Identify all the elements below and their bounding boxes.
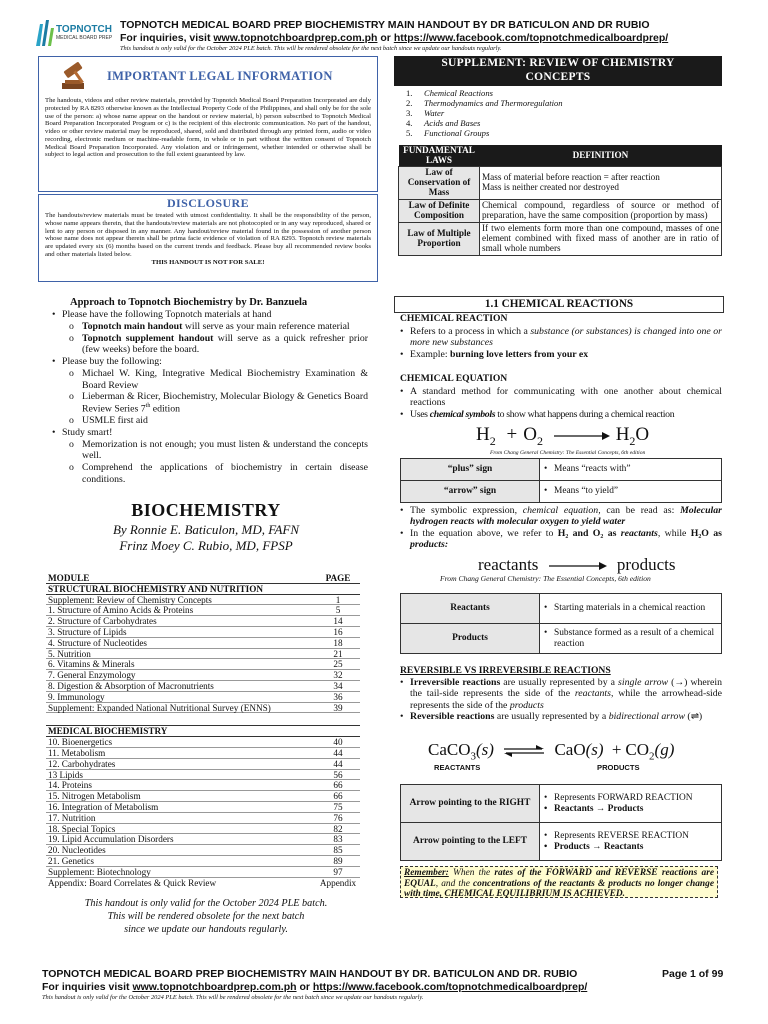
reversible-list: [400, 677, 722, 722]
disclosure-text: The handouts/review materials must be treated with utmost confidentiality. It shall be the responsibility of the person, whose name appears therein, that the handouts/review materials are not photocopied or in any way reproduced, shared or lent to any person or disposed in any manner. Any handout/review material found in the possession of another person whose name does not appear therein shall be prima facie evidence of violation of RA 8293. Topnotch review materials are updated every six (6) months based on the current trends and feedback. Please buy all recommended review books and other materials listed below.: [45, 212, 371, 258]
authors: [0, 522, 412, 553]
e2-pre: Uses: [410, 408, 430, 420]
toc-row: [46, 649, 360, 660]
s1-pre: The symbolic expression,: [410, 505, 523, 516]
arrow-meaning-2: • Products → Reactants: [544, 842, 717, 853]
v2-post: (⇌): [684, 710, 703, 722]
author-1: By Ronnie E. Baticulon, MD, FAFN: [112, 522, 300, 537]
yield-arrow-icon: [547, 560, 609, 572]
footer-validity-note: This handout is only valid for the October 2024 PLE batch. This will be rendered obsolete for the next batch since we update our handouts regularly.: [42, 994, 424, 1001]
header-site-link[interactable]: www.topnotchboardprep.com.ph: [213, 32, 378, 44]
footer-inquiry-prefix: For inquiries visit: [42, 981, 133, 993]
logo-subtext: MEDICAL BOARD PREP: [56, 35, 113, 41]
approach-title: Approach to Topnotch Biochemistry by Dr. Banzuela: [70, 297, 308, 308]
toc-row: [46, 605, 360, 616]
v1-it3: products: [509, 699, 544, 711]
logo-text: TOPNOTCH: [56, 24, 112, 35]
remember-box: [400, 866, 718, 898]
list-text: Chemical Reactions: [424, 88, 493, 98]
toc-page: 39: [333, 702, 343, 713]
row-meaning: [540, 624, 722, 654]
remember-1: When the: [448, 868, 495, 878]
list-item: [400, 711, 722, 722]
eq2-left: reactants: [478, 555, 539, 574]
approach-b3a: Memorization is not enough; you must listen & understand the concepts well.: [82, 438, 368, 462]
list-item: [406, 108, 563, 118]
chemical-reaction-list: [400, 326, 722, 360]
toc-header: [46, 573, 360, 584]
eq3-r1: CaO: [554, 740, 586, 759]
footer-facebook-link[interactable]: https://www.facebook.com/topnotchmedicalboardprep/: [312, 981, 588, 993]
toc-module: 16. Integration of Metabolism: [48, 801, 159, 812]
equation-calcium-carbonate: [428, 740, 674, 763]
approach-list: [52, 309, 368, 486]
toc-module: 6. Vitamins & Minerals: [48, 659, 135, 670]
approach-b2b-post: edition: [150, 403, 181, 415]
equation-reactants-products: [478, 555, 675, 575]
toc-page: 66: [333, 791, 343, 802]
signs-table: [400, 458, 722, 503]
v1-it2: reactants: [574, 688, 611, 700]
toc-row: [46, 703, 360, 714]
toc-section-1: [46, 584, 360, 595]
reactants-products-table: [400, 593, 722, 654]
list-item: [406, 118, 563, 128]
arrow-meaning: [540, 785, 722, 823]
source-citation-1: From Chang General Chemistry: The Essential Concepts, 6th edition: [490, 450, 646, 456]
header-inquiry: [120, 32, 668, 44]
label-reactants: REACTANTS: [434, 763, 481, 772]
toc-module: 17. Nutrition: [48, 812, 96, 823]
table-row: [399, 167, 722, 200]
v1-mid: are usually represented by a: [500, 677, 619, 688]
approach-b1a-rest: will serve as your main reference material: [182, 320, 350, 332]
v2-it: bidirectional arrow: [608, 710, 685, 722]
header-inquiry-prefix: For inquiries, visit: [120, 32, 214, 44]
author-2: Frinz Moey C. Rubio, MD, FPSP: [119, 537, 293, 553]
toc-row: [46, 616, 360, 627]
toc-row: [46, 856, 360, 867]
law-definition-1: If two elements form more than one compound, masses of one element combined with fixed mass of another are in ratio of small whole numbers: [482, 223, 719, 253]
toc-page: 85: [333, 845, 343, 856]
table-row: [401, 594, 722, 624]
e1: A standard method for communicating with one another about chemical reactions: [410, 386, 722, 409]
header-validity-note: This handout is only valid for the October 2024 PLE batch. This will be rendered obsolete for the next batch since we update our handouts regularly.: [120, 45, 502, 52]
list-item: [62, 321, 368, 333]
toc-row: [46, 791, 360, 802]
toc-page: 66: [333, 780, 343, 791]
eq2-right: products: [616, 555, 676, 574]
toc-row: [46, 770, 360, 781]
legal-body: The handouts, videos and other review materials, provided by Topnotch Medical Board Preparation Incorporated are duly protected by RA 8293 otherwise known as the Intellectual Property Code of the Philippines, and shall only be for the sole use of the person: a) whose name appear on the handout or review material, b) person subscribed to Topnotch Medical Board Preparation Incorporated Program or c) is the recipient of this electronic communication. No part of the handout, video or other review material may be reproduced, shared, sold and distributed through any printed form, audio or video recording, electronic medium or machine-readable form, in whole or in part without the written consent of Topnotch Medical Board Preparation Incorporated. Any violation and or infringement, whether intended or otherwise shall be subject to legal action and prosecution to the full extent guaranteed by law.: [45, 97, 371, 159]
toc-row: [46, 878, 360, 888]
arrow-direction: Arrow pointing to the RIGHT: [401, 785, 540, 823]
toc-row: [46, 802, 360, 813]
list-item: [52, 356, 368, 427]
approach-b1b-bold: Topnotch supplement handout: [82, 332, 214, 344]
row-meaning: [540, 594, 722, 624]
row-label: Reactants: [401, 594, 540, 624]
list-item: [62, 333, 368, 357]
eq1-prod-o: O: [635, 424, 650, 445]
table-row: [399, 200, 722, 223]
v1-it1: single arrow: [618, 677, 669, 688]
toc-row: [46, 748, 360, 759]
yield-arrow-icon: [552, 430, 612, 442]
list-item: [62, 415, 368, 427]
toc-module: Supplement: Expanded National Nutritional Survey (ENNS): [48, 702, 271, 713]
table-row: [399, 223, 722, 256]
law-definition: [480, 200, 722, 223]
toc-page: 44: [333, 758, 343, 769]
equilibrium-arrow-icon: [502, 745, 546, 757]
laws-col-law: FUNDAMENTAL LAWS: [399, 145, 480, 167]
eq3-left-sub: 3: [470, 750, 476, 763]
toc-module: 4. Structure of Nucleotides: [48, 637, 147, 648]
toc-page: 44: [333, 747, 343, 758]
row-meaning: [540, 481, 722, 503]
remember-2: , and the: [435, 878, 473, 889]
label-products: PRODUCTS: [597, 763, 640, 772]
toc-module: 1. Structure of Amino Acids & Proteins: [48, 605, 194, 616]
arrow-direction-table: [400, 784, 722, 861]
remember-b1: rates of the FORWARD and REVERSE reactions are EQUAL: [404, 868, 714, 889]
header-or: or: [377, 32, 394, 44]
r1-italic: substance (or substances) is changed into one or more new substances: [410, 326, 722, 349]
supplement-topic-list: [406, 88, 563, 138]
obsolete-note: [0, 898, 412, 936]
s2-bi2: products:: [410, 538, 449, 550]
v1-mid2: (→) wherein the tail-side represents the side of the: [410, 677, 722, 700]
toc-module: 13 Lipids: [48, 769, 83, 780]
toc-page: 75: [333, 801, 343, 812]
footer-site-link[interactable]: www.topnotchboardprep.com.ph: [132, 981, 297, 993]
list-item: [400, 349, 722, 360]
list-item: [406, 98, 563, 108]
r2-bold: burning love letters from your ex: [450, 348, 589, 360]
footer-inquiry: [42, 981, 587, 993]
toc-module: 8. Digestion & Absorption of Macronutrients: [48, 680, 214, 691]
toc-module: Supplement: Biotechnology: [48, 866, 151, 877]
e2-italic: chemical symbols: [429, 408, 496, 420]
approach-b1: Please have the following Topnotch materials at hand: [62, 309, 272, 320]
toc-row: [46, 834, 360, 845]
supplement-title-line-1: SUPPLEMENT: REVIEW OF CHEMISTRY: [441, 57, 675, 69]
toc-page: 40: [333, 737, 343, 748]
equation-hydrogen-oxygen: [476, 424, 649, 449]
eq3-r2-sub: 2: [649, 750, 655, 763]
source-citation-2: From Chang General Chemistry: The Essential Concepts, 6th edition: [440, 574, 651, 583]
toc-module: 11. Metabolism: [48, 747, 106, 758]
toc-page: 14: [333, 616, 343, 627]
toc-row: [46, 595, 360, 606]
toc-module: 9. Immunology: [48, 691, 105, 702]
s1-italic: chemical equation,: [522, 505, 601, 516]
toc-row: [46, 759, 360, 770]
row-meaning-text: • Means “to yield”: [544, 486, 717, 497]
heading-chemical-reaction: CHEMICAL REACTION: [400, 313, 508, 324]
eq1-prod-h: H: [615, 424, 630, 445]
toc-page: 5: [335, 605, 341, 616]
law-name: Law of Multiple Proportion: [399, 223, 480, 256]
laws-col-definition: DEFINITION: [480, 145, 722, 167]
toc-module: 5. Nutrition: [48, 648, 91, 659]
legal-info-box: [38, 56, 378, 192]
arrow-direction: Arrow pointing to the LEFT: [401, 823, 540, 861]
toc-page: 1: [335, 594, 341, 605]
law-definition: [480, 223, 722, 256]
row-meaning-text: • Substance formed as a result of a chemical reaction: [544, 628, 717, 649]
toc-module: 7. General Enzymology: [48, 670, 136, 681]
eq1-h: H: [476, 424, 490, 445]
toc-module: 21. Genetics: [48, 855, 94, 866]
list-number: 2.: [406, 98, 413, 109]
toc-module: 19. Lipid Accumulation Disorders: [48, 834, 174, 845]
table-row: [401, 481, 722, 503]
toc-row: [46, 824, 360, 835]
s1-bold-italic: Molecular hydrogen reacts with molecular oxygen to yield water: [410, 505, 722, 528]
r1-pre: Refers to a process in which a: [410, 326, 531, 337]
toc-module: 18. Special Topics: [48, 823, 116, 834]
footer-title: TOPNOTCH MEDICAL BOARD PREP BIOCHEMISTRY MAIN HANDOUT BY DR. BATICULON AND DR. RUBIO: [42, 968, 578, 980]
approach-b2b: Lieberman & Ricer, Biochemistry, Molecular Biology & Genetics Board Review Series 7: [82, 391, 368, 415]
header-facebook-link[interactable]: https://www.facebook.com/topnotchmedicalboardprep/: [393, 32, 669, 44]
supplement-title: [394, 56, 722, 86]
s2-b2: H₂O as: [690, 527, 722, 539]
toc-page: 25: [333, 659, 343, 670]
eq3-left: CaCO: [428, 740, 471, 759]
toc-page: 21: [333, 648, 343, 659]
approach-b3: Study smart!: [62, 426, 113, 438]
toc-module: Appendix: Board Correlates & Quick Review: [48, 877, 217, 888]
toc-row: [46, 692, 360, 703]
list-item: [52, 427, 368, 486]
list-item: [400, 505, 722, 528]
r2-pre: Example:: [410, 348, 450, 360]
list-item: [62, 439, 368, 463]
toc-page: 34: [333, 680, 343, 691]
v1-bold: Irreversible reactions: [410, 677, 501, 688]
s2-bi1: reactants: [620, 527, 658, 539]
toc-module: 3. Structure of Lipids: [48, 626, 127, 637]
page-number: Page 1 of 99: [662, 968, 724, 980]
list-item: [52, 309, 368, 356]
eq1-o-sub: 2: [536, 433, 543, 448]
toc-page: 76: [333, 812, 343, 823]
list-item: [406, 128, 563, 138]
toc-row: [46, 638, 360, 649]
toc-module: 15. Nitrogen Metabolism: [48, 791, 141, 802]
arrow-meaning-1: • Represents FORWARD REACTION: [544, 793, 717, 804]
toc-page: 89: [333, 855, 343, 866]
toc-page: 56: [333, 769, 343, 780]
toc-page: 18: [333, 637, 343, 648]
table-row: [401, 785, 722, 823]
toc-page: 82: [333, 823, 343, 834]
toc-page: Appendix: [319, 877, 357, 888]
header-title: TOPNOTCH MEDICAL BOARD PREP BIOCHEMISTRY MAIN HANDOUT BY DR BATICULON AND DR RUBIO: [120, 19, 650, 31]
arrow-meaning-2: • Reactants → Products: [544, 804, 717, 815]
toc-module: 12. Carbohydrates: [48, 758, 116, 769]
approach-b1b-rest: will serve as a quick refresher prior (few weeks) before the board.: [82, 332, 368, 356]
list-item: [400, 409, 722, 420]
approach-b2b-sup: th: [145, 403, 151, 409]
toc-rows-1: [46, 595, 360, 714]
list-number: 4.: [406, 118, 413, 129]
footer-or: or: [296, 981, 313, 993]
remember-label: Remember:: [404, 868, 449, 878]
toc-row: [46, 659, 360, 670]
symbolic-expression-list: [400, 505, 722, 550]
table-row: [401, 823, 722, 861]
toc-module: 10. Bioenergetics: [48, 737, 113, 748]
list-text: Thermodynamics and Thermoregulation: [424, 98, 563, 109]
approach-b2c: USMLE first aid: [82, 415, 148, 427]
eq1-prod-sub: 2: [629, 433, 636, 448]
toc-section-2-label: MEDICAL BIOCHEMISTRY: [48, 726, 168, 737]
legal-title: IMPORTANT LEGAL INFORMATION: [107, 69, 333, 83]
law-definition-1: Chemical compound, regardless of source or method of preparation, have the same composition (proportion by mass): [482, 200, 719, 221]
toc-module: 20. Nucleotides: [48, 845, 106, 856]
heading-chemical-equation: CHEMICAL EQUATION: [400, 373, 508, 384]
toc-rows-2: [46, 737, 360, 887]
eq1-plus: +: [506, 424, 518, 445]
toc-row: [46, 670, 360, 681]
disclosure-final: THIS HANDOUT IS NOT FOR SALE!: [151, 258, 265, 266]
biochemistry-title: BIOCHEMISTRY: [131, 500, 281, 520]
eq3-r1-state: (s): [585, 740, 604, 759]
row-meaning: [540, 459, 722, 481]
row-label: “plus” sign: [401, 459, 540, 481]
s1-mid: can be read as:: [600, 505, 681, 516]
table-row: [401, 459, 722, 481]
approach-b3b: Comprehend the applications of biochemistry in certain disease conditions.: [82, 462, 368, 485]
row-meaning-text: • Means “reacts with”: [544, 464, 717, 475]
toc-row: [46, 867, 360, 878]
list-text: Functional Groups: [424, 128, 490, 139]
list-item: [62, 462, 368, 486]
list-number: 1.: [406, 88, 413, 98]
arrow-meaning: [540, 823, 722, 861]
obsolete-line-3: since we update our handouts regularly.: [124, 923, 288, 935]
eq1-o: O: [523, 424, 537, 445]
toc-page: 97: [333, 866, 343, 877]
list-item: [62, 391, 368, 415]
list-text: Acids and Bases: [424, 118, 481, 129]
eq3-r2-state: (g): [654, 740, 675, 759]
toc-module: Supplement: Review of Chemistry Concepts: [48, 594, 212, 605]
obsolete-line-1: This handout is only valid for the October 2024 PLE batch.: [84, 898, 328, 909]
eq3-r2: CO: [625, 740, 650, 759]
toc-row: [46, 681, 360, 692]
list-number: 5.: [406, 128, 413, 139]
s2-mid: , while: [657, 527, 691, 539]
gavel-icon: [59, 61, 91, 94]
remember-b2: concentrations of the reactants & products no longer change with time, CHEMICAL EQUILIBRIUM IS ACHIEVED.: [404, 878, 714, 900]
list-item: [400, 386, 722, 409]
toc-page: 16: [333, 626, 343, 637]
topnotch-logo: [34, 18, 114, 48]
approach-b2a: Michael W. King, Integrative Medical Biochemistry Examination & Board Review: [82, 367, 368, 391]
chemical-equation-list: [400, 386, 722, 420]
toc-row: [46, 737, 360, 748]
law-name: Law of Conservation of Mass: [399, 167, 480, 200]
eq3-plus: +: [611, 740, 622, 759]
toc-row: [46, 845, 360, 856]
table-row: [401, 624, 722, 654]
toc-module: 14. Proteins: [48, 780, 92, 791]
toc-page: 36: [333, 691, 343, 702]
toc-row: [46, 627, 360, 638]
toc-col-module: MODULE: [48, 573, 90, 583]
heading-reversible: REVERSIBLE VS IRREVERSIBLE REACTIONS: [400, 665, 611, 676]
eq1-h-sub: 2: [489, 433, 496, 448]
v2-mid: are usually represented by a: [494, 710, 609, 722]
list-item: [62, 368, 368, 392]
list-item: [406, 88, 563, 98]
disclosure-box: [38, 194, 378, 282]
toc-page: 32: [333, 670, 343, 681]
law-definition: [480, 167, 722, 200]
row-meaning-text: • Starting materials in a chemical reaction: [544, 603, 717, 614]
list-number: 3.: [406, 108, 413, 119]
toc-module: 2. Structure of Carbohydrates: [48, 616, 157, 627]
list-item: [400, 326, 722, 349]
toc-row: [46, 780, 360, 791]
v1-mid3: , while the arrowhead-side represents the side of the: [410, 688, 722, 711]
e2-post: to show what happens during a chemical reaction: [495, 408, 675, 420]
disclosure-body: [45, 212, 371, 266]
table-of-contents: [46, 573, 360, 887]
s2-b1: H₂ and O₂ as: [557, 527, 621, 539]
section-chemical-reactions: 1.1 CHEMICAL REACTIONS: [394, 296, 724, 313]
s2-pre: In the equation above, we refer to: [410, 527, 558, 539]
law-definition-2: Mass is neither created nor destroyed: [482, 182, 620, 193]
toc-page: 83: [333, 834, 343, 845]
approach-b2: Please buy the following:: [62, 356, 162, 367]
law-name: Law of Definite Composition: [399, 200, 480, 223]
toc-section-2: [46, 725, 360, 737]
supplement-title-line-2: CONCEPTS: [525, 71, 591, 84]
row-label: “arrow” sign: [401, 481, 540, 503]
toc-section-1-label: STRUCTURAL BIOCHEMISTRY AND NUTRITION: [48, 583, 264, 594]
approach-b1a-bold: Topnotch main handout: [82, 320, 183, 332]
row-label: Products: [401, 624, 540, 654]
fundamental-laws-table: [398, 145, 722, 256]
v2-bold: Reversible reactions: [410, 710, 495, 722]
toc-row: [46, 813, 360, 824]
eq3-left-state: (s): [476, 740, 494, 759]
disclosure-title: DISCLOSURE: [166, 196, 250, 210]
list-text: Water: [424, 108, 445, 119]
obsolete-line-2: This will be rendered obsolete for the next batch: [107, 910, 305, 922]
law-definition-1: Mass of material before reaction = after reaction: [482, 172, 660, 183]
list-item: [400, 677, 722, 711]
list-item: [400, 528, 722, 551]
toc-col-page: PAGE: [325, 573, 351, 583]
arrow-meaning-1: • Represents REVERSE REACTION: [544, 831, 717, 842]
